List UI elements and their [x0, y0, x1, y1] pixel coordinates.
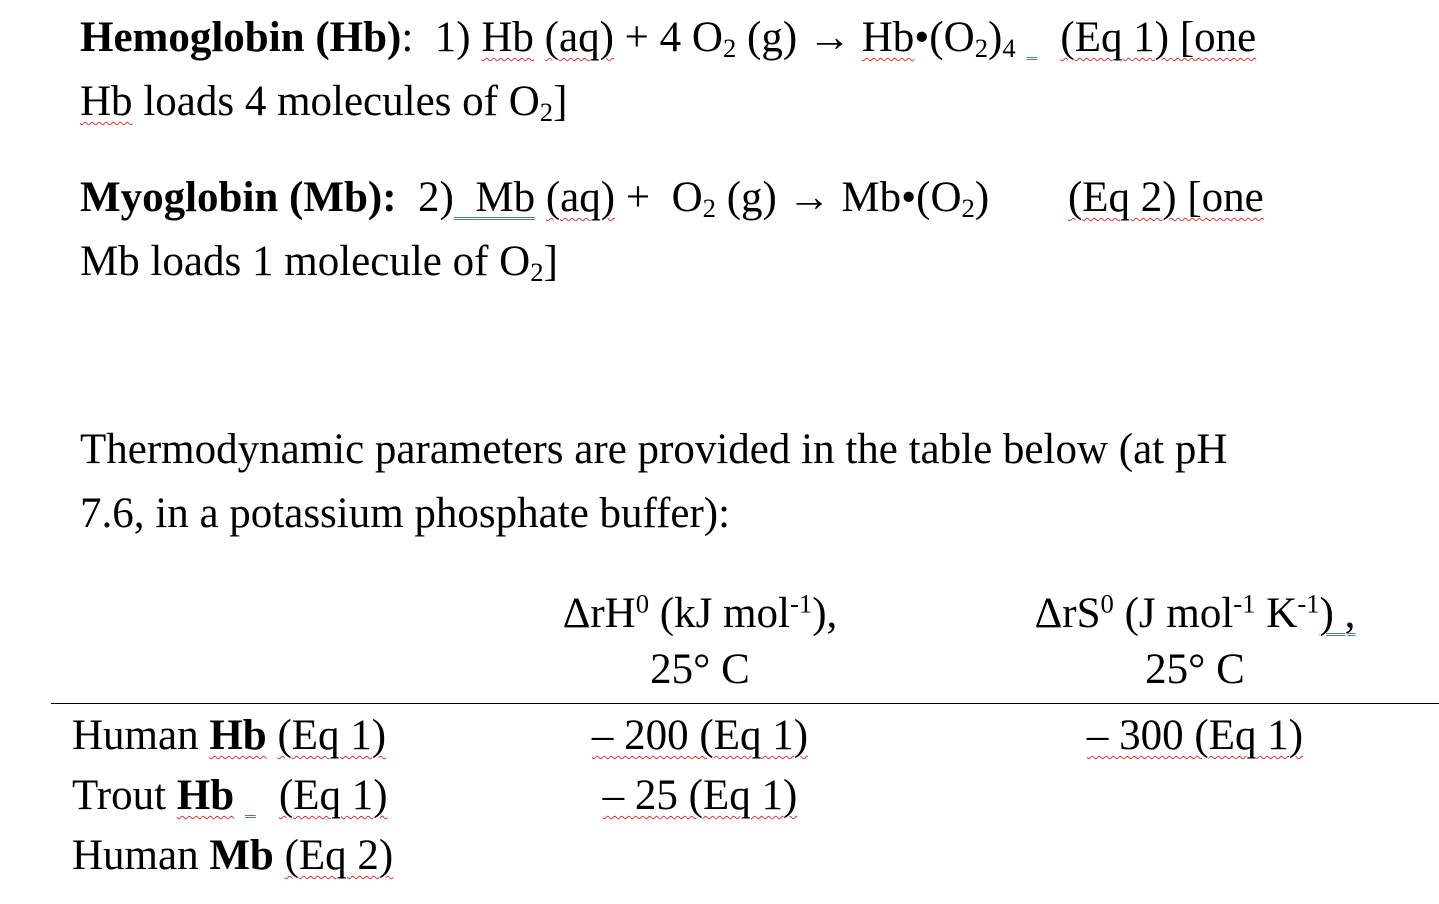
enthalpy-header-temp: 25° C: [650, 646, 750, 693]
equation-label: (Eq 1) [one: [1060, 14, 1257, 61]
table-row-enthalpy: – 200 (Eq 1): [591, 712, 809, 759]
hb-product: Hb: [861, 14, 915, 61]
hemoglobin-colon: :: [401, 14, 414, 61]
product-oxygen-subscript: 2: [974, 32, 989, 63]
hemoglobin-description: [80, 70, 567, 134]
aq-state: (aq): [544, 14, 614, 61]
wrap-subscript: 2: [530, 256, 544, 287]
oxygen-subscript: 2: [722, 32, 737, 63]
oxygen-subscript: 2: [702, 192, 716, 223]
mb-reactant: Mb: [475, 174, 536, 221]
hb-reactant: Hb: [481, 14, 534, 61]
hemoglobin-label: Hemoglobin (Hb): [80, 14, 402, 61]
table-row-species: Trout Hb (Eq 1): [72, 772, 388, 819]
table-header-rule: [51, 703, 1439, 704]
hb-abbrev: Hb: [80, 78, 133, 125]
table-row-enthalpy: – 25 (Eq 1): [602, 772, 798, 819]
product-close: ): [974, 174, 990, 221]
reaction-arrow: →: [807, 14, 851, 61]
product-close: ): [988, 14, 1003, 61]
wrap-end: ]: [553, 78, 568, 125]
enthalpy-header: [520, 586, 880, 698]
myoglobin-description: [80, 230, 558, 294]
wrap-end: ]: [543, 238, 558, 285]
intro-line-2: 7.6, in a potassium phosphate buffer):: [80, 490, 731, 537]
oxygen-reactant: O: [671, 174, 703, 221]
equation-label: (Eq 2) [one: [1067, 174, 1264, 221]
wrap-subscript: 2: [539, 96, 554, 127]
aq-state: (aq): [545, 174, 616, 221]
myoglobin-equation: [80, 166, 1264, 230]
product-oxygen-subscript: 2: [961, 192, 975, 223]
mb-product: Mb•(O: [841, 174, 962, 221]
gas-state: (g): [747, 14, 798, 61]
table-row-species: Human Mb (Eq 2): [72, 832, 394, 879]
equation-number: 1): [434, 14, 471, 61]
product-oxygen: •(O: [914, 14, 975, 61]
product-coefficient-subscript: 4: [1002, 32, 1016, 63]
myoglobin-label: Myoglobin (Mb):: [80, 174, 397, 221]
gas-state: (g): [726, 174, 777, 221]
entropy-header-temp: 25° C: [1145, 646, 1245, 693]
entropy-header: [1000, 586, 1390, 698]
double-underline-mark: [1026, 6, 1060, 70]
equation-number: 2): [418, 174, 454, 221]
table-row-species: Human Hb (Eq 1): [72, 712, 387, 759]
intro-line-1: Thermodynamic parameters are provided in the table below (at pH: [80, 426, 1228, 473]
enthalpy-header-units: ΔrH$^0$ (kJ mol$^{-1}$),: [562, 588, 838, 637]
plus-sign: +: [625, 174, 651, 221]
entropy-header-units: ΔrS$^0$ (J mol$^{-1}$ $K^{-1}$) ,: [1034, 588, 1356, 637]
myoglobin-wrap-text: Mb loads 1 molecule of O: [80, 238, 531, 285]
oxygen-coefficient: + 4 O: [624, 14, 723, 61]
hemoglobin-wrap-text: loads 4 molecules of O: [132, 78, 540, 125]
hemoglobin-equation: [80, 6, 1256, 70]
reaction-arrow: →: [787, 174, 831, 221]
table-row-entropy: – 300 (Eq 1): [1086, 712, 1304, 759]
